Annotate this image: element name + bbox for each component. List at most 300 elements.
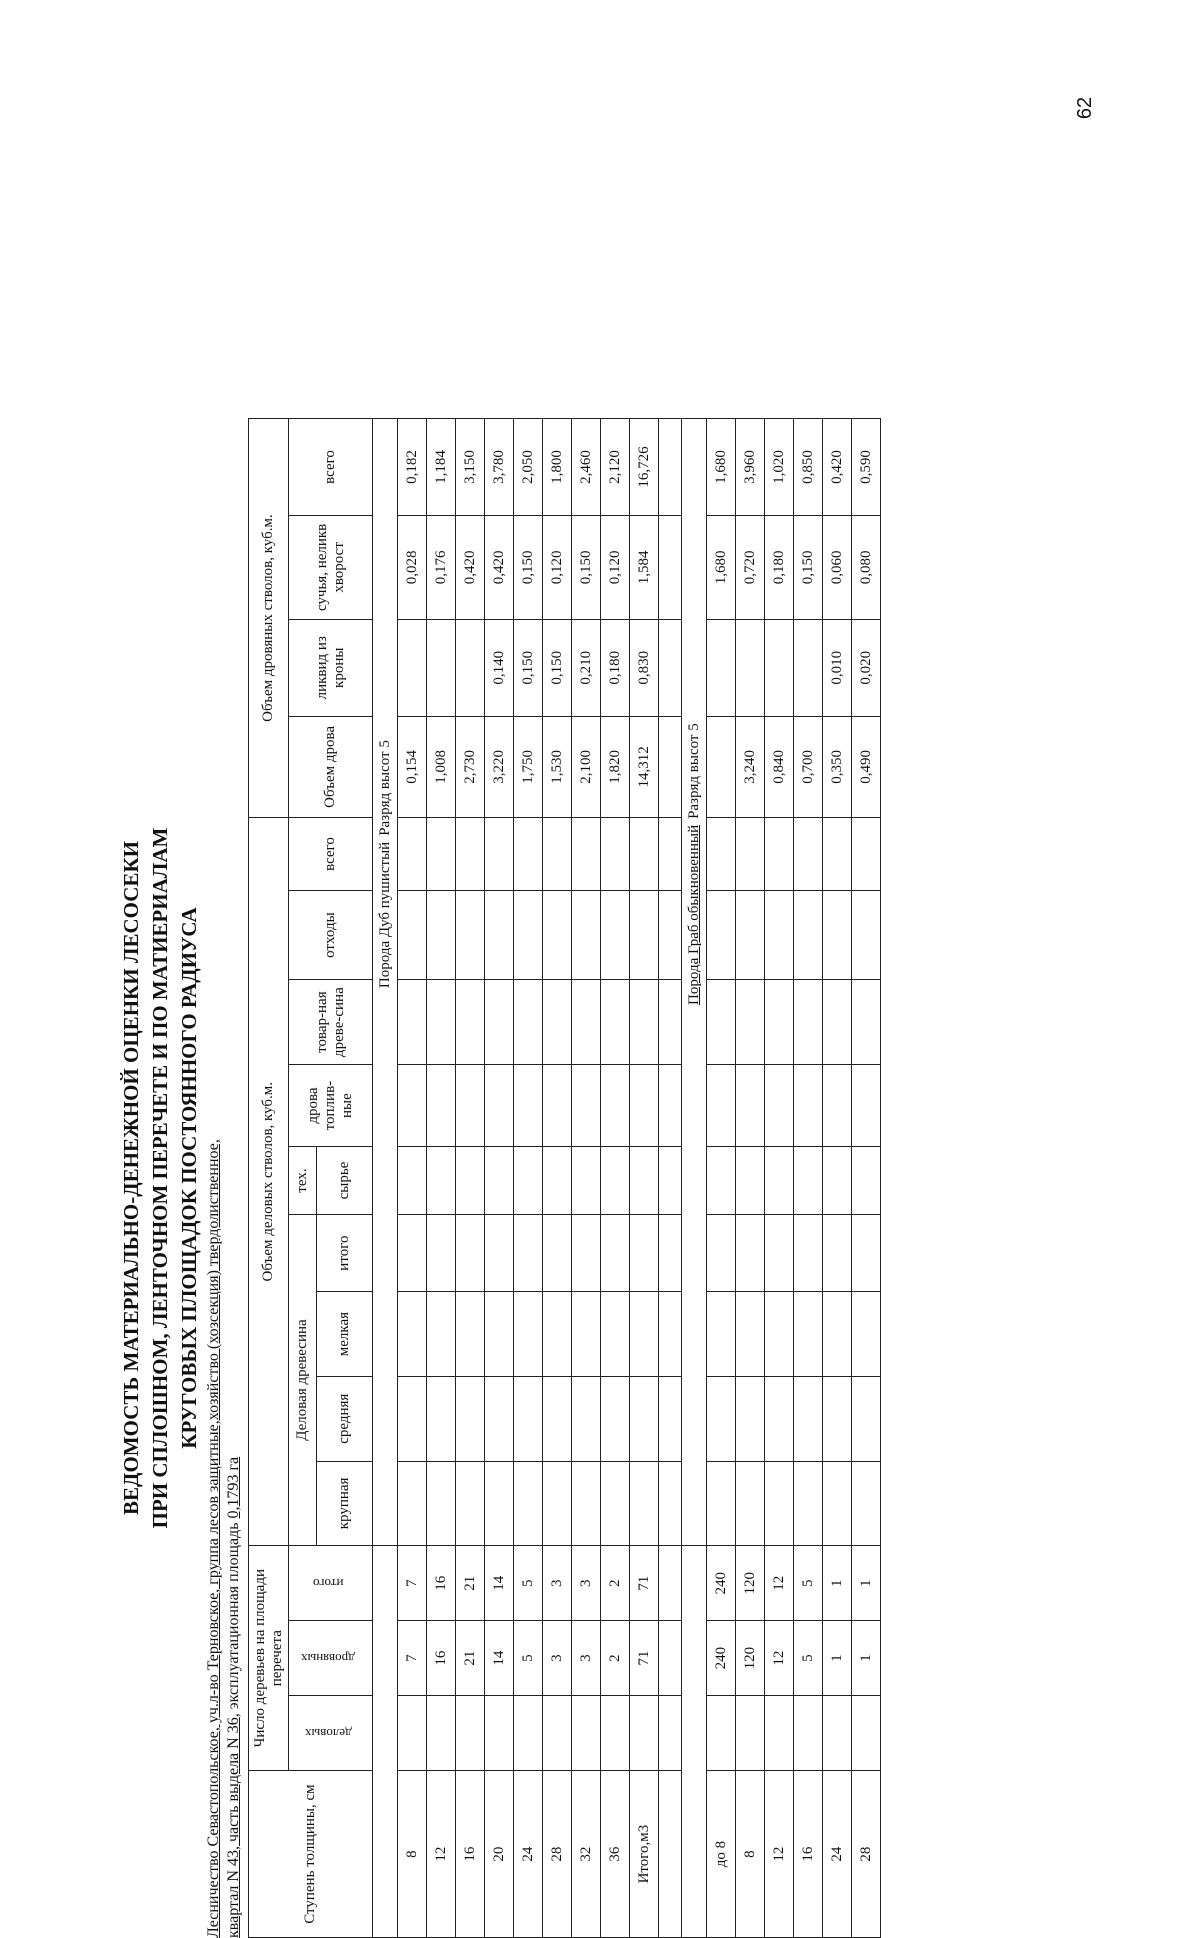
cell-ot xyxy=(794,890,823,979)
title-line-2: ПРИ СПЛОШНОМ, ЛЕНТОЧНОМ ПЕРЕЧЕТЕ И ПО МАТИЕРИАЛАМ xyxy=(148,827,172,1529)
cell-tov xyxy=(707,980,736,1065)
cell-sy xyxy=(601,1147,630,1215)
cell-itogo: 5 xyxy=(794,1546,823,1621)
cell-drov: 3 xyxy=(572,1621,601,1696)
header-obem-drova: Объем дрова xyxy=(289,716,373,818)
cell-step: 16 xyxy=(456,1771,485,1938)
cell-suchya: 0,150 xyxy=(572,515,601,619)
cell-del xyxy=(601,1696,630,1771)
cell-k xyxy=(427,1461,456,1546)
species-label: Порода Граб обыкновенный xyxy=(685,824,702,1005)
header-delovye-volume: Объем деловых стволов, куб.м. xyxy=(249,818,289,1546)
blank-row xyxy=(659,419,682,1938)
cell-dt xyxy=(514,1064,543,1146)
cell-sy xyxy=(572,1147,601,1215)
cell-i xyxy=(736,1214,765,1291)
cell-likvid xyxy=(736,619,765,716)
cell-itogo: 71 xyxy=(630,1546,659,1621)
plot-number: , часть выдела N 36 xyxy=(225,1717,242,1851)
cell-drova: 0,840 xyxy=(765,716,794,818)
cell-vsego: 0,182 xyxy=(398,419,427,516)
cell-itogo: 12 xyxy=(765,1546,794,1621)
cell-ot xyxy=(485,890,514,979)
cell-vs xyxy=(427,818,456,891)
cell-ot xyxy=(601,890,630,979)
cell-vs xyxy=(823,818,852,891)
header-step: Ступень толщины, см xyxy=(249,1771,373,1938)
cell-itogo: 120 xyxy=(736,1546,765,1621)
cell-vsego: 1,680 xyxy=(707,419,736,516)
cell-step: 32 xyxy=(572,1771,601,1938)
cell-vsego: 3,150 xyxy=(456,419,485,516)
cell-dt xyxy=(794,1064,823,1146)
blank-cell xyxy=(659,1771,682,1938)
cell-suchya: 0,420 xyxy=(456,515,485,619)
cell-tov xyxy=(736,980,765,1065)
cell-vs xyxy=(630,818,659,891)
total-row xyxy=(630,419,659,1938)
cell-itogo: 3 xyxy=(572,1546,601,1621)
rank-label: Разряд высот 5 xyxy=(376,740,393,836)
cell-ot xyxy=(398,890,427,979)
cell-m xyxy=(514,1292,543,1377)
blank-cell xyxy=(659,890,682,979)
table-row xyxy=(572,419,601,1938)
header-likvid: ликвид из кроны xyxy=(289,619,373,716)
cell-ot xyxy=(456,890,485,979)
cell-k xyxy=(456,1461,485,1546)
cell-ot xyxy=(765,890,794,979)
cell-i xyxy=(601,1214,630,1291)
cell-k xyxy=(398,1461,427,1546)
cell-sy xyxy=(398,1147,427,1215)
cell-i xyxy=(794,1214,823,1291)
cell-vs xyxy=(543,818,572,891)
cell-drov: 3 xyxy=(543,1621,572,1696)
table-row xyxy=(398,419,427,1938)
cell-drova: 0,350 xyxy=(823,716,852,818)
cell-dt xyxy=(707,1064,736,1146)
cell-m xyxy=(794,1292,823,1377)
cell-ot xyxy=(852,890,881,979)
table-row xyxy=(707,419,736,1938)
blank-cell xyxy=(659,716,682,818)
cell-drova: 1,750 xyxy=(514,716,543,818)
cell-dt xyxy=(572,1064,601,1146)
cell-suchya: 0,120 xyxy=(601,515,630,619)
cell-tov xyxy=(485,980,514,1065)
species-row xyxy=(682,419,707,1938)
header-itogo-count: итого xyxy=(312,1575,344,1591)
cell-itogo: 1 xyxy=(823,1546,852,1621)
cell-tov xyxy=(456,980,485,1065)
species-spacer xyxy=(682,1546,707,1938)
cell-i xyxy=(514,1214,543,1291)
cell-suchya: 0,180 xyxy=(765,515,794,619)
subtitle-line-2 xyxy=(224,418,244,1938)
cell-i xyxy=(707,1214,736,1291)
cell-step: 24 xyxy=(514,1771,543,1938)
cell-i xyxy=(765,1214,794,1291)
cell-vsego: 16,726 xyxy=(630,419,659,516)
cell-drova: 1,530 xyxy=(543,716,572,818)
table-row xyxy=(456,419,485,1938)
cell-del xyxy=(794,1696,823,1771)
cell-drov: 12 xyxy=(765,1621,794,1696)
cell-vs xyxy=(456,818,485,891)
header-drovyanye-volume: Объем дровяных стволов, куб.м. xyxy=(249,419,289,818)
cell-sy xyxy=(823,1147,852,1215)
cell-s xyxy=(794,1376,823,1461)
header-trees-count: Число деревьев на площади перечета xyxy=(249,1546,289,1771)
cell-s xyxy=(630,1376,659,1461)
cell-vs xyxy=(707,818,736,891)
table-row xyxy=(514,419,543,1938)
cell-tov xyxy=(823,980,852,1065)
cell-likvid: 0,210 xyxy=(572,619,601,716)
cell-dt xyxy=(485,1064,514,1146)
table-row xyxy=(852,419,881,1938)
cell-step: 12 xyxy=(765,1771,794,1938)
cell-s xyxy=(514,1376,543,1461)
cell-itogo: 5 xyxy=(514,1546,543,1621)
species-label: Порода Дуб пушистый xyxy=(376,841,393,989)
cell-likvid: 0,140 xyxy=(485,619,514,716)
cell-sy xyxy=(852,1147,881,1215)
cell-drov: 1 xyxy=(823,1621,852,1696)
cell-vsego: 3,960 xyxy=(736,419,765,516)
cell-del xyxy=(736,1696,765,1771)
cell-m xyxy=(736,1292,765,1377)
cell-i xyxy=(630,1214,659,1291)
cell-del xyxy=(630,1696,659,1771)
cell-suchya: 0,150 xyxy=(514,515,543,619)
table-header xyxy=(249,419,373,1938)
table-row xyxy=(736,419,765,1938)
cell-suchya: 0,080 xyxy=(852,515,881,619)
cell-sy xyxy=(543,1147,572,1215)
header-drovyanyh-cell xyxy=(289,1621,373,1696)
cell-drova: 3,220 xyxy=(485,716,514,818)
cell-dt xyxy=(765,1064,794,1146)
cell-vs xyxy=(794,818,823,891)
cell-suchya: 0,420 xyxy=(485,515,514,619)
cell-s xyxy=(707,1376,736,1461)
cell-ot xyxy=(427,890,456,979)
cell-drova: 14,312 xyxy=(630,716,659,818)
cell-itogo: 3 xyxy=(543,1546,572,1621)
header-drova-toplivnye: дрова топлив-ные xyxy=(289,1064,373,1146)
cell-sy xyxy=(736,1147,765,1215)
cell-k xyxy=(736,1461,765,1546)
title-line-1: ВЕДОМОСТЬ МАТЕРИАЛЬНО-ДЕНЕЖНОЙ ОЦЕНКИ ЛЕСОСЕКИ xyxy=(119,841,143,1515)
section-name: , уч.л-во Терновское xyxy=(205,1592,222,1732)
cell-drova: 0,490 xyxy=(852,716,881,818)
cell-suchya: 0,150 xyxy=(794,515,823,619)
cell-i xyxy=(823,1214,852,1291)
header-melkaya: мелкая xyxy=(317,1292,373,1377)
cell-step: Итого,м3 xyxy=(630,1771,659,1938)
cell-tov xyxy=(427,980,456,1065)
cell-ot xyxy=(543,890,572,979)
cell-drov: 5 xyxy=(514,1621,543,1696)
cell-dt xyxy=(630,1064,659,1146)
cell-step: до 8 xyxy=(707,1771,736,1938)
cell-m xyxy=(485,1292,514,1377)
cell-m xyxy=(601,1292,630,1377)
cell-likvid xyxy=(765,619,794,716)
cell-tov xyxy=(398,980,427,1065)
cell-drov: 1 xyxy=(852,1621,881,1696)
header-tovarnaya: товар-ная древе-сина xyxy=(289,980,373,1065)
cell-del xyxy=(765,1696,794,1771)
forestry-name: Лесничество Севастопольское xyxy=(205,1731,222,1938)
cell-sy xyxy=(485,1147,514,1215)
cell-drov: 5 xyxy=(794,1621,823,1696)
cell-vs xyxy=(852,818,881,891)
header-vsego2: всего xyxy=(289,419,373,516)
cell-sy xyxy=(427,1147,456,1215)
cell-s xyxy=(572,1376,601,1461)
cell-tov xyxy=(543,980,572,1065)
cell-drova: 0,154 xyxy=(398,716,427,818)
cell-vsego: 0,590 xyxy=(852,419,881,516)
cell-drov: 21 xyxy=(456,1621,485,1696)
cell-step: 36 xyxy=(601,1771,630,1938)
cell-k xyxy=(543,1461,572,1546)
rotated-page-content xyxy=(117,418,874,1938)
cell-likvid xyxy=(456,619,485,716)
cell-likvid: 0,150 xyxy=(543,619,572,716)
cell-drova: 3,240 xyxy=(736,716,765,818)
cell-m xyxy=(427,1292,456,1377)
cell-vs xyxy=(572,818,601,891)
cell-i xyxy=(485,1214,514,1291)
cell-vsego: 0,420 xyxy=(823,419,852,516)
cell-s xyxy=(601,1376,630,1461)
cell-drov: 7 xyxy=(398,1621,427,1696)
table-row xyxy=(823,419,852,1938)
header-itogo-count-cell xyxy=(289,1546,373,1621)
table-row xyxy=(601,419,630,1938)
cell-vs xyxy=(601,818,630,891)
cell-tov xyxy=(601,980,630,1065)
cell-itogo: 21 xyxy=(456,1546,485,1621)
cell-likvid xyxy=(794,619,823,716)
document-title xyxy=(117,418,204,1938)
cell-suchya: 1,584 xyxy=(630,515,659,619)
cell-vs xyxy=(398,818,427,891)
table-row xyxy=(794,419,823,1938)
cell-vs xyxy=(736,818,765,891)
header-drovyanyh: дровяных xyxy=(301,1650,355,1666)
cell-likvid: 0,150 xyxy=(514,619,543,716)
cell-dt xyxy=(543,1064,572,1146)
table-row xyxy=(485,419,514,1938)
cell-tov xyxy=(630,980,659,1065)
cell-k xyxy=(707,1461,736,1546)
header-delovaya-drevesina: Деловая древесина xyxy=(289,1214,317,1545)
cell-m xyxy=(398,1292,427,1377)
cell-ot xyxy=(630,890,659,979)
header-itogo: итого xyxy=(317,1214,373,1291)
cell-m xyxy=(852,1292,881,1377)
cell-i xyxy=(427,1214,456,1291)
header-syrye: сырье xyxy=(317,1147,373,1215)
cell-k xyxy=(823,1461,852,1546)
cell-dt xyxy=(852,1064,881,1146)
cell-ot xyxy=(572,890,601,979)
cell-dt xyxy=(427,1064,456,1146)
cell-del xyxy=(398,1696,427,1771)
cell-sy xyxy=(514,1147,543,1215)
cell-del xyxy=(456,1696,485,1771)
table-row xyxy=(427,419,456,1938)
cell-del xyxy=(485,1696,514,1771)
cell-k xyxy=(514,1461,543,1546)
cell-s xyxy=(543,1376,572,1461)
cell-tov xyxy=(765,980,794,1065)
cell-del xyxy=(852,1696,881,1771)
cell-s xyxy=(823,1376,852,1461)
cell-sy xyxy=(765,1147,794,1215)
header-krupnaya: крупная xyxy=(317,1461,373,1546)
cell-likvid: 0,180 xyxy=(601,619,630,716)
cell-s xyxy=(736,1376,765,1461)
header-vsego: всего xyxy=(289,818,373,891)
cell-suchya: 0,720 xyxy=(736,515,765,619)
area-label: , эксплуатационная площадь xyxy=(225,1522,242,1718)
cell-s xyxy=(398,1376,427,1461)
cell-suchya: 0,028 xyxy=(398,515,427,619)
cell-itogo: 16 xyxy=(427,1546,456,1621)
quarter-number: квартал N 43 xyxy=(225,1850,242,1938)
cell-vsego: 2,050 xyxy=(514,419,543,516)
cell-step: 28 xyxy=(852,1771,881,1938)
cell-s xyxy=(427,1376,456,1461)
species-row xyxy=(373,419,398,1938)
cell-itogo: 240 xyxy=(707,1546,736,1621)
cell-s xyxy=(485,1376,514,1461)
cell-dt xyxy=(456,1064,485,1146)
cell-tov xyxy=(572,980,601,1065)
cell-del xyxy=(707,1696,736,1771)
cell-itogo: 2 xyxy=(601,1546,630,1621)
header-srednyaya: средняя xyxy=(317,1376,373,1461)
forest-group: , группа лесов защитные,хозяйство (хозсекция) твердолиственное, xyxy=(205,1139,222,1593)
cell-drova: 2,730 xyxy=(456,716,485,818)
blank-cell xyxy=(659,1292,682,1377)
cell-drov: 14 xyxy=(485,1621,514,1696)
cell-del xyxy=(514,1696,543,1771)
valuation-table xyxy=(248,418,881,1938)
cell-vsego: 2,460 xyxy=(572,419,601,516)
cell-drov: 16 xyxy=(427,1621,456,1696)
page-number: 62 xyxy=(1074,96,1096,120)
cell-del xyxy=(427,1696,456,1771)
cell-vsego: 1,800 xyxy=(543,419,572,516)
cell-vs xyxy=(514,818,543,891)
cell-step: 20 xyxy=(485,1771,514,1938)
cell-dt xyxy=(398,1064,427,1146)
blank-cell xyxy=(659,1376,682,1461)
table-row xyxy=(543,419,572,1938)
cell-tov xyxy=(514,980,543,1065)
cell-vs xyxy=(765,818,794,891)
header-suchya: сучья, неликв хворост xyxy=(289,515,373,619)
cell-sy xyxy=(794,1147,823,1215)
cell-step: 16 xyxy=(794,1771,823,1938)
cell-k xyxy=(852,1461,881,1546)
cell-itogo: 14 xyxy=(485,1546,514,1621)
cell-sy xyxy=(707,1147,736,1215)
cell-m xyxy=(823,1292,852,1377)
rank-label: Разряд высот 5 xyxy=(685,723,702,819)
cell-m xyxy=(572,1292,601,1377)
cell-tov xyxy=(794,980,823,1065)
blank-cell xyxy=(659,515,682,619)
cell-ot xyxy=(707,890,736,979)
header-delovyh-cell xyxy=(289,1696,373,1771)
cell-step: 12 xyxy=(427,1771,456,1938)
cell-itogo: 1 xyxy=(852,1546,881,1621)
cell-k xyxy=(485,1461,514,1546)
cell-vsego: 1,020 xyxy=(765,419,794,516)
cell-m xyxy=(630,1292,659,1377)
blank-cell xyxy=(659,1546,682,1621)
cell-k xyxy=(601,1461,630,1546)
header-othody: отходы xyxy=(289,890,373,979)
table-row xyxy=(765,419,794,1938)
cell-k xyxy=(794,1461,823,1546)
cell-m xyxy=(765,1292,794,1377)
cell-del xyxy=(572,1696,601,1771)
cell-vsego: 3,780 xyxy=(485,419,514,516)
cell-ot xyxy=(736,890,765,979)
cell-drova xyxy=(707,716,736,818)
cell-dt xyxy=(601,1064,630,1146)
table-body xyxy=(373,419,881,1938)
cell-i xyxy=(456,1214,485,1291)
cell-vs xyxy=(485,818,514,891)
cell-m xyxy=(543,1292,572,1377)
cell-del xyxy=(543,1696,572,1771)
header-teh: тех. xyxy=(289,1147,317,1215)
cell-vsego: 1,184 xyxy=(427,419,456,516)
blank-cell xyxy=(659,1214,682,1291)
species-spacer xyxy=(373,1546,398,1938)
cell-i xyxy=(543,1214,572,1291)
cell-drov: 71 xyxy=(630,1621,659,1696)
species-label-cell xyxy=(373,419,398,1546)
cell-likvid: 0,020 xyxy=(852,619,881,716)
cell-drov: 120 xyxy=(736,1621,765,1696)
cell-likvid: 0,830 xyxy=(630,619,659,716)
cell-drov: 2 xyxy=(601,1621,630,1696)
cell-likvid xyxy=(707,619,736,716)
area-value: 0,1793 га xyxy=(225,1456,242,1519)
cell-drova: 1,820 xyxy=(601,716,630,818)
cell-vsego: 0,850 xyxy=(794,419,823,516)
cell-m xyxy=(707,1292,736,1377)
cell-suchya: 0,060 xyxy=(823,515,852,619)
cell-suchya: 0,176 xyxy=(427,515,456,619)
cell-s xyxy=(456,1376,485,1461)
blank-cell xyxy=(659,1147,682,1215)
cell-itogo: 7 xyxy=(398,1546,427,1621)
cell-i xyxy=(398,1214,427,1291)
blank-cell xyxy=(659,619,682,716)
